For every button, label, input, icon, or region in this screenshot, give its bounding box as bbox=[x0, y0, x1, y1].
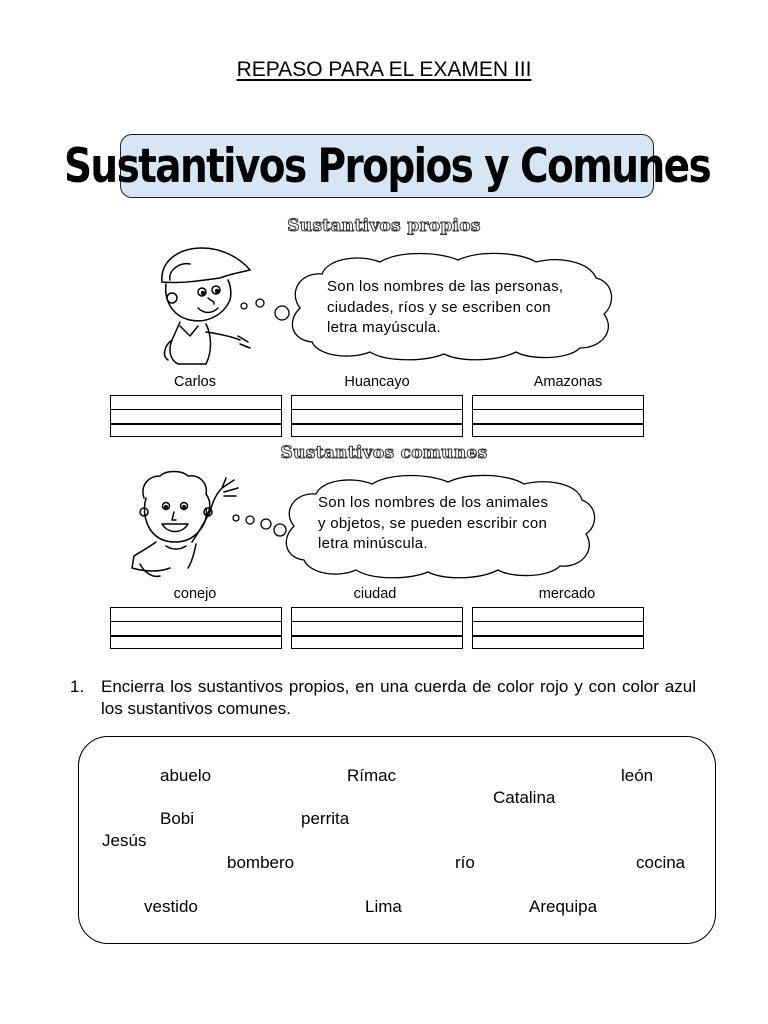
word-item[interactable]: Bobi bbox=[160, 809, 195, 828]
common-example-1: conejo bbox=[173, 586, 217, 602]
definition-line: letra mayúscula. bbox=[327, 319, 442, 336]
definition-line: ciudades, ríos y se escriben con bbox=[327, 298, 551, 316]
exercise-instruction bbox=[70, 676, 696, 720]
writing-lines[interactable] bbox=[110, 395, 282, 437]
proper-example-1: Carlos bbox=[174, 374, 216, 390]
definition-line: letra minúscula. bbox=[318, 535, 428, 552]
word-item[interactable]: Rímac bbox=[347, 766, 397, 785]
exercise-text: Encierra los sustantivos propios, en una cuerda de color rojo y con color azul los sustantivos comunes. bbox=[101, 677, 696, 718]
common-example-3: mercado bbox=[538, 586, 596, 602]
word-item[interactable]: Jesús bbox=[102, 831, 147, 850]
banner-title: Sustantivos Propios y Comunes bbox=[63, 138, 711, 194]
common-definition-text bbox=[318, 493, 548, 555]
proper-nouns-heading: Sustantivos propios bbox=[287, 216, 481, 236]
definition-line: y objetos, se pueden escribir con bbox=[318, 514, 548, 532]
definition-line: Son los nombres de las personas, bbox=[327, 278, 564, 295]
word-item[interactable]: perrita bbox=[301, 809, 350, 828]
word-item[interactable]: Lima bbox=[365, 897, 402, 916]
writing-lines[interactable] bbox=[472, 607, 644, 649]
writing-lines[interactable] bbox=[291, 607, 463, 649]
word-item[interactable]: Arequipa bbox=[529, 897, 598, 916]
definition-line: Son los nombres de los animales bbox=[318, 494, 549, 511]
proper-example-3: Amazonas bbox=[533, 374, 603, 390]
word-item[interactable]: león bbox=[621, 766, 654, 785]
word-item[interactable]: río bbox=[455, 853, 475, 872]
proper-example-2: Huancayo bbox=[344, 374, 410, 390]
page-title: REPASO PARA EL EXAMEN III bbox=[236, 58, 532, 81]
title-banner bbox=[63, 134, 711, 198]
word-item[interactable]: vestido bbox=[144, 897, 198, 916]
word-item[interactable]: abuelo bbox=[160, 766, 212, 785]
writing-lines[interactable] bbox=[291, 395, 463, 437]
exercise-number: 1. bbox=[70, 677, 85, 696]
word-item[interactable]: Catalina bbox=[493, 788, 556, 807]
writing-lines[interactable] bbox=[472, 395, 644, 437]
writing-lines[interactable] bbox=[110, 607, 282, 649]
word-item[interactable]: bombero bbox=[227, 853, 295, 872]
common-example-2: ciudad bbox=[353, 586, 397, 602]
word-item[interactable]: cocina bbox=[636, 853, 686, 872]
proper-definition-text bbox=[327, 277, 563, 339]
common-nouns-heading: Sustantivos comunes bbox=[280, 443, 488, 463]
